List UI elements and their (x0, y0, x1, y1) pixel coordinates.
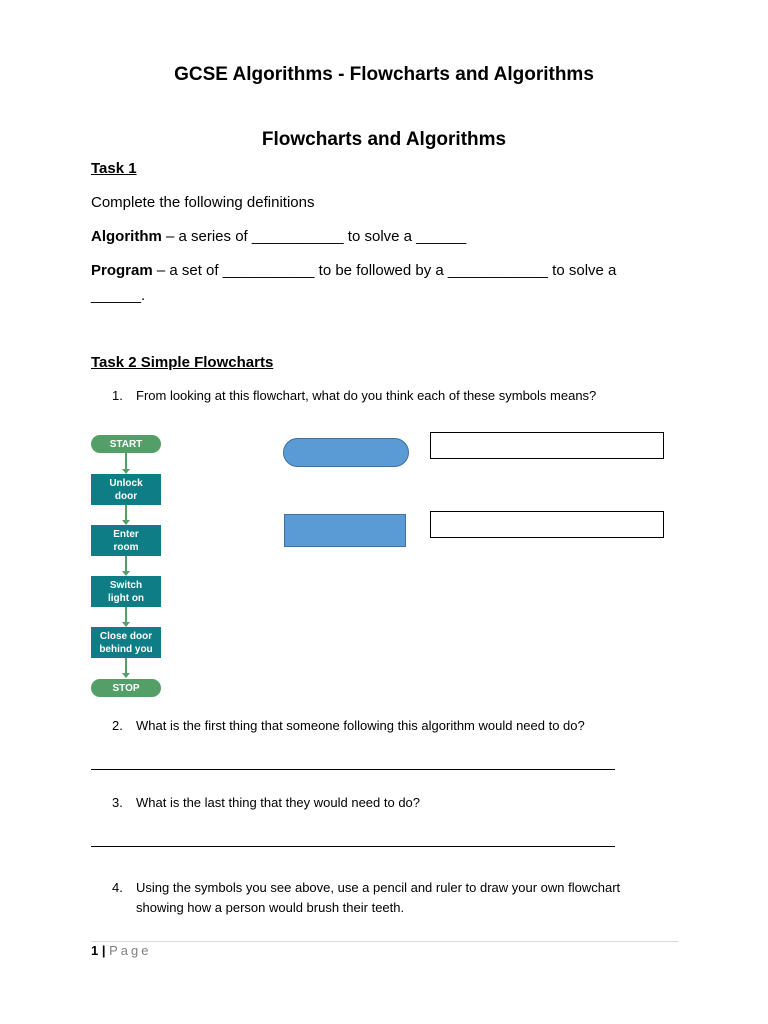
question-number: 4. (112, 880, 123, 895)
flowchart-step-close-door: Close door behind you (91, 627, 161, 658)
program-term: Program (91, 262, 153, 279)
program-def-text: – a set of ___________ to be followed by a ____________ to solve a (152, 262, 617, 279)
document-title: GCSE Algorithms - Flowcharts and Algorithms (174, 64, 594, 85)
program-definition (91, 262, 616, 279)
page-label: Page (109, 943, 152, 958)
question-2 (112, 718, 585, 733)
terminator-symbol (283, 438, 409, 467)
flowchart-step-unlock-door: Unlock door (91, 474, 161, 505)
question-text: What is the first thing that someone following this algorithm would need to do? (136, 718, 585, 733)
flowchart-step-enter-room: Enter room (91, 525, 161, 556)
flowchart-start: START (91, 435, 161, 453)
arrow-head (122, 673, 130, 678)
task2-heading: Task 2 Simple Flowcharts (91, 354, 274, 371)
program-definition-continued: ______. (91, 287, 146, 304)
page-number: 1 (91, 943, 99, 958)
question-text: Using the symbols you see above, use a pencil and ruler to draw your own flowchart (136, 880, 621, 895)
question-1 (112, 388, 596, 403)
task1-instruction: Complete the following definitions (91, 194, 315, 211)
question-4-continued: showing how a person would brush their teeth. (136, 900, 405, 915)
algorithm-def-text: – a series of ___________ to solve a ______ (161, 228, 467, 245)
answer-line-q2[interactable] (91, 769, 615, 770)
process-answer-box[interactable] (430, 511, 664, 538)
section-title: Flowcharts and Algorithms (261, 129, 507, 150)
flowchart-arrow (125, 453, 127, 469)
footer-divider (91, 941, 678, 942)
footer-separator: | (98, 943, 110, 958)
question-number: 3. (112, 795, 123, 810)
flowchart-stop: STOP (91, 679, 161, 697)
question-number: 2. (112, 718, 123, 733)
flowchart-step-switch-light: Switch light on (91, 576, 161, 607)
algorithm-definition (91, 228, 466, 245)
algorithm-term: Algorithm (91, 228, 162, 245)
question-number: 1. (112, 388, 123, 403)
question-text: What is the last thing that they would need to do? (136, 795, 421, 810)
question-3 (112, 795, 420, 810)
process-symbol (284, 514, 406, 547)
question-4 (112, 880, 620, 895)
answer-line-q3[interactable] (91, 846, 615, 847)
page-footer (91, 943, 151, 958)
terminator-answer-box[interactable] (430, 432, 664, 459)
flowchart-arrow (125, 607, 127, 622)
flowchart-arrow (125, 658, 127, 673)
flowchart-arrow (125, 505, 127, 520)
flowchart-arrow (125, 556, 127, 571)
question-text: From looking at this flowchart, what do you think each of these symbols means? (136, 388, 597, 403)
task1-heading: Task 1 (91, 160, 137, 177)
